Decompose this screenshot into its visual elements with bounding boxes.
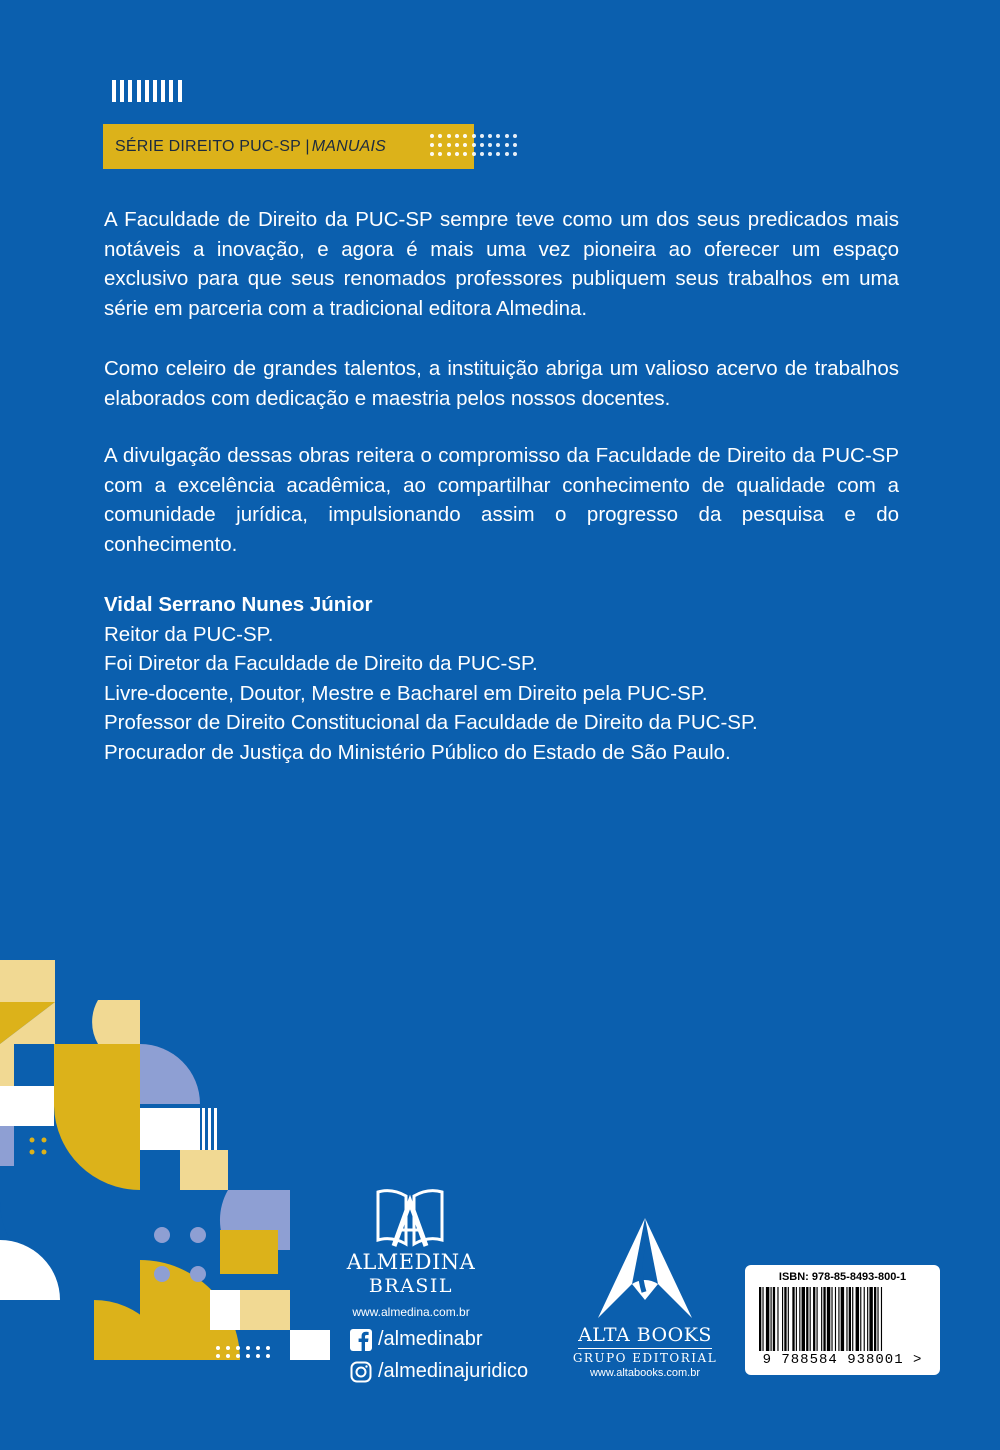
decorative-dot xyxy=(472,143,476,147)
almedina-logo-block xyxy=(340,1188,540,1388)
decorative-dot xyxy=(438,152,442,156)
decorative-bar xyxy=(178,80,182,102)
series-sublabel: MANUAIS xyxy=(311,137,386,155)
altabooks-subname: GRUPO EDITORIAL xyxy=(572,1351,718,1365)
almedina-emblem-icon xyxy=(370,1188,450,1250)
altabooks-logo-block xyxy=(570,1218,720,1379)
author-credential: Livre-docente, Doutor, Mestre e Bacharel em Direito pela PUC-SP. xyxy=(104,681,708,705)
geometric-artwork xyxy=(0,960,340,1360)
decorative-dot xyxy=(455,134,459,138)
altabooks-emblem-icon xyxy=(598,1218,692,1318)
decorative-dot xyxy=(430,134,434,138)
author-credential: Reitor da PUC-SP. xyxy=(104,622,274,646)
decorative-dot xyxy=(463,143,467,147)
decorative-dot xyxy=(447,143,451,147)
decorative-dot xyxy=(472,152,476,156)
decorative-bar xyxy=(153,80,157,102)
barcode-icon xyxy=(759,1287,929,1351)
altabooks-divider xyxy=(578,1348,712,1349)
instagram-handle-row xyxy=(350,1360,528,1383)
decorative-dot xyxy=(438,134,442,138)
decorative-dot xyxy=(455,152,459,156)
decorative-dot xyxy=(496,134,500,138)
instagram-handle: /almedinajuridico xyxy=(378,1360,529,1382)
decorative-dot xyxy=(430,152,434,156)
decorative-dot xyxy=(447,134,451,138)
decorative-dot xyxy=(488,152,492,156)
decorative-bar xyxy=(137,80,141,102)
decorative-dot xyxy=(447,152,451,156)
isbn-barcode-box xyxy=(745,1265,940,1375)
body-paragraph-1: A Faculdade de Direito da PUC-SP sempre teve como um dos seus predicados mais notáveis a inovação, e agora é mais uma vez pioneira ao oferecer um espaço exclusivo para que seus renomados professores publiquem seus trabalhos em uma série em parceria com a tradicional editora Almedina. xyxy=(104,208,899,320)
almedina-name: ALMEDINA xyxy=(346,1250,476,1274)
instagram-icon xyxy=(350,1361,372,1383)
decorative-dot xyxy=(505,134,509,138)
decorative-dot xyxy=(438,143,442,147)
decorative-dot xyxy=(430,143,434,147)
isbn-label: ISBN: 978-85-8493-800-1 xyxy=(778,1271,907,1283)
decorative-dot xyxy=(455,143,459,147)
decorative-dot xyxy=(496,143,500,147)
body-paragraph-2: Como celeiro de grandes talentos, a instituição abriga um valioso acervo de trabalhos elaborados com dedicação e maestria pelos nossos docentes. xyxy=(104,357,899,410)
decorative-dot xyxy=(505,152,509,156)
facebook-handle-row xyxy=(350,1328,483,1351)
decorative-dot xyxy=(463,152,467,156)
facebook-handle: /almedinabr xyxy=(378,1328,483,1350)
decorative-bar xyxy=(128,80,132,102)
author-credential: Professor de Direito Constitucional da Faculdade de Direito da PUC-SP. xyxy=(104,711,758,735)
decorative-dot xyxy=(505,143,509,147)
decorative-dot xyxy=(488,134,492,138)
almedina-subname: BRASIL xyxy=(368,1275,454,1297)
body-paragraph-3: A divulgação dessas obras reitera o compromisso da Faculdade de Direito da PUC-SP com a excelência acadêmica, ao compartilhar conhecimento de qualidade com a comunidade jurídica, impulsionando assim o progresso da pesquisa e do conhecimento. xyxy=(104,444,899,556)
author-credential: Procurador de Justiça do Ministério Público do Estado de São Paulo. xyxy=(104,740,731,764)
decorative-dot xyxy=(480,134,484,138)
series-banner xyxy=(103,124,474,169)
decorative-bar xyxy=(161,80,165,102)
decorative-dot xyxy=(513,134,517,138)
decorative-dot xyxy=(463,134,467,138)
altabooks-name: ALTA BOOKS xyxy=(578,1324,712,1346)
author-block xyxy=(104,590,924,768)
decorative-dot xyxy=(472,134,476,138)
decorative-dot xyxy=(513,143,517,147)
series-label: SÉRIE DIREITO PUC-SP | xyxy=(115,137,310,155)
facebook-icon xyxy=(350,1329,372,1351)
decorative-bar xyxy=(120,80,124,102)
almedina-website: www.almedina.com.br xyxy=(352,1305,470,1319)
author-name: Vidal Serrano Nunes Júnior xyxy=(104,593,373,616)
decorative-bars xyxy=(112,80,192,102)
decorative-dot xyxy=(513,152,517,156)
decorative-bar xyxy=(169,80,173,102)
decorative-bar xyxy=(145,80,149,102)
banner-dots xyxy=(430,134,522,158)
decorative-dot xyxy=(488,143,492,147)
decorative-dot xyxy=(480,143,484,147)
decorative-dot xyxy=(480,152,484,156)
decorative-dot xyxy=(496,152,500,156)
altabooks-website: www.altabooks.com.br xyxy=(589,1367,701,1379)
decorative-bar xyxy=(112,80,116,102)
isbn-digits: 9 788584 938001 > xyxy=(762,1352,923,1368)
author-credential: Foi Diretor da Faculdade de Direito da PUC-SP. xyxy=(104,652,538,676)
